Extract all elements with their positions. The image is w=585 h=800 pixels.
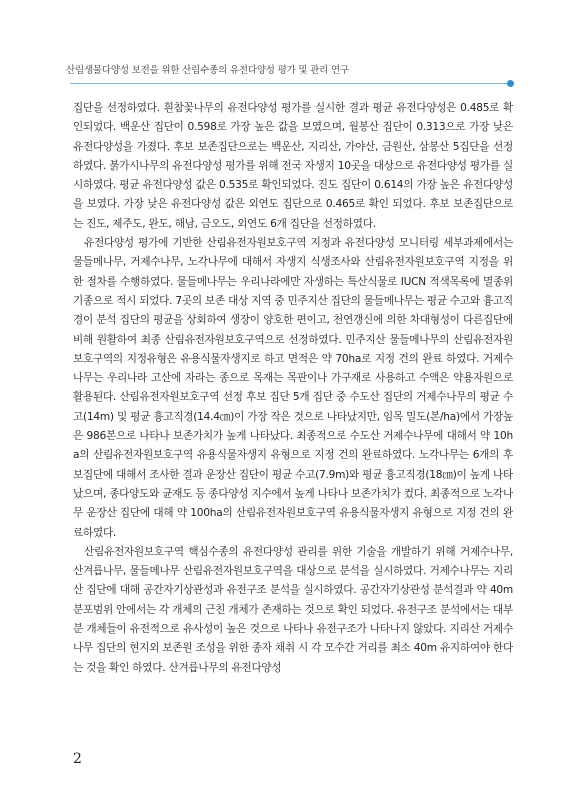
header-rule bbox=[70, 83, 510, 84]
page-number: 2 bbox=[73, 751, 82, 767]
running-header: 산림생물다양성 보전을 위한 산림수종의 유전다양성 평가 및 관리 연구 bbox=[66, 65, 349, 76]
paragraph-2: 유전다양성 평가에 기반한 산림유전자원보호구역 지정과 유전다양성 모니터링 세부과제에서는 물들메나무, 거제수나무, 노각나무에 대해서 자생지 식생조사와 산림유전자원보호구역 지정을 위한 절차를 수행하였다. 물들메나무는 우리나라에만 자생하는 특산식물로 IUCN 적색목록에 멸종위기종으로 적시 되었다. 7곳의 보존 대상 지역 중 민주지산 집단의 물들메나무는 평균 수고와 흉고직경이 분석 집단의 평균을 상회하여 생장이 양호한 편이고, 천연갱신에 의한 차대형성이 다른집단에 비해 원활하여 최종 산림유전자원보호구역으로 선정하였다. 민주지산 물들메나무의 산림유전자원보호구역의 지정유형은 유용식물자생지로 하고 면적은 약 70ha로 지정 건의 완료 하였다. 거제수나무는 우리나라 고산에 자라는 종으로 목재는 목판이나 가구재로 사용하고 수액은 약용자원으로 활용된다. 산림유전자원보호구역 선정 후보 집단 5개 집단 중 수도산 집단의 거제수나무의 평균 수고(14m) 및 평균 흉고직경(14.4㎝)이 가장 작은 것으로 나타났지만, 임목 밀도(본/ha)에서 가장높은 986본으로 나타나 보존가치가 높게 나타났다. 최종적으로 수도산 거제수나무에 대해서 약 10ha의 산림유전자원보호구역 유용식물자생지 유형으로 지정 건의 완료하였다. 노각나무는 6개의 후보집단에 대해서 조사한 결과 운장산 집단이 평균 수고(7.9m)와 평균 흉고직경(18㎝)이 높게 나타났으며, 종다양도와 균재도 등 종다양성 지수에서 높게 나타나 보존가치가 컸다. 최종적으로 노각나무 운장산 집단에 대해 약 100ha의 산림유전자원보호구역 유용식물자생지 유형으로 지정 건의 완료하였다. bbox=[73, 237, 513, 539]
body-text bbox=[73, 99, 513, 678]
paragraph-1: 집단을 선정하였다. 흰참꽃나무의 유전다양성 평가를 실시한 결과 평균 유전다양성은 0.485로 확인되었다. 백운산 집단이 0.598로 가장 높은 값을 보였으며, 월봉산 집단이 0.313으로 가장 낮은 유전다양성을 가졌다. 후보 보존집단으로는 백운산, 지리산, 가야산, 금원산, 삼봉산 5집단을 선정하였다. 붉가시나무의 유전다양성 평가를 위해 전국 자생지 10곳을 대상으로 유전다양성 평가를 실시하였다. 평균 유전다양성 값은 0.535로 확인되었다. 진도 집단이 0.614의 가장 높은 유전다양성을 보였다. 가장 낮은 유전다양성 값은 외연도 집단으로 0.465로 확인 되었다. 후보 보존집단으로는 진도, 제주도, 완도, 해남, 금오도, 외연도 6개 집단을 선정하였다. bbox=[73, 102, 513, 230]
header-dot bbox=[507, 80, 514, 87]
paragraph-3: 산림유전자원보호구역 핵심수종의 유전다양성 관리를 위한 기술을 개발하기 위해 거제수나무, 산겨릅나무, 물들메나무 산림유전자원보호구역을 대상으로 분석을 실시하였다. 거제수나무는 지리산 집단에 대해 공간자기상관성과 유전구조 분석을 실시하였다. 공간자기상관성 분석결과 약 40m 분포범위 안에서는 각 개체의 근친 개체가 존재하는 것으로 확인 되었다. 유전구조 분석에서는 대부분 개체들이 유전적으로 유사성이 높은 것으로 나타나 유전구조가 나타나지 않았다. 지리산 거제수나무 집단의 현지외 보존원 조성을 위한 종자 채취 시 각 모수간 거리를 최소 40m 유지하여야 한다는 것을 확인 하였다. 산겨릅나무의 유전다양성 bbox=[73, 545, 513, 674]
